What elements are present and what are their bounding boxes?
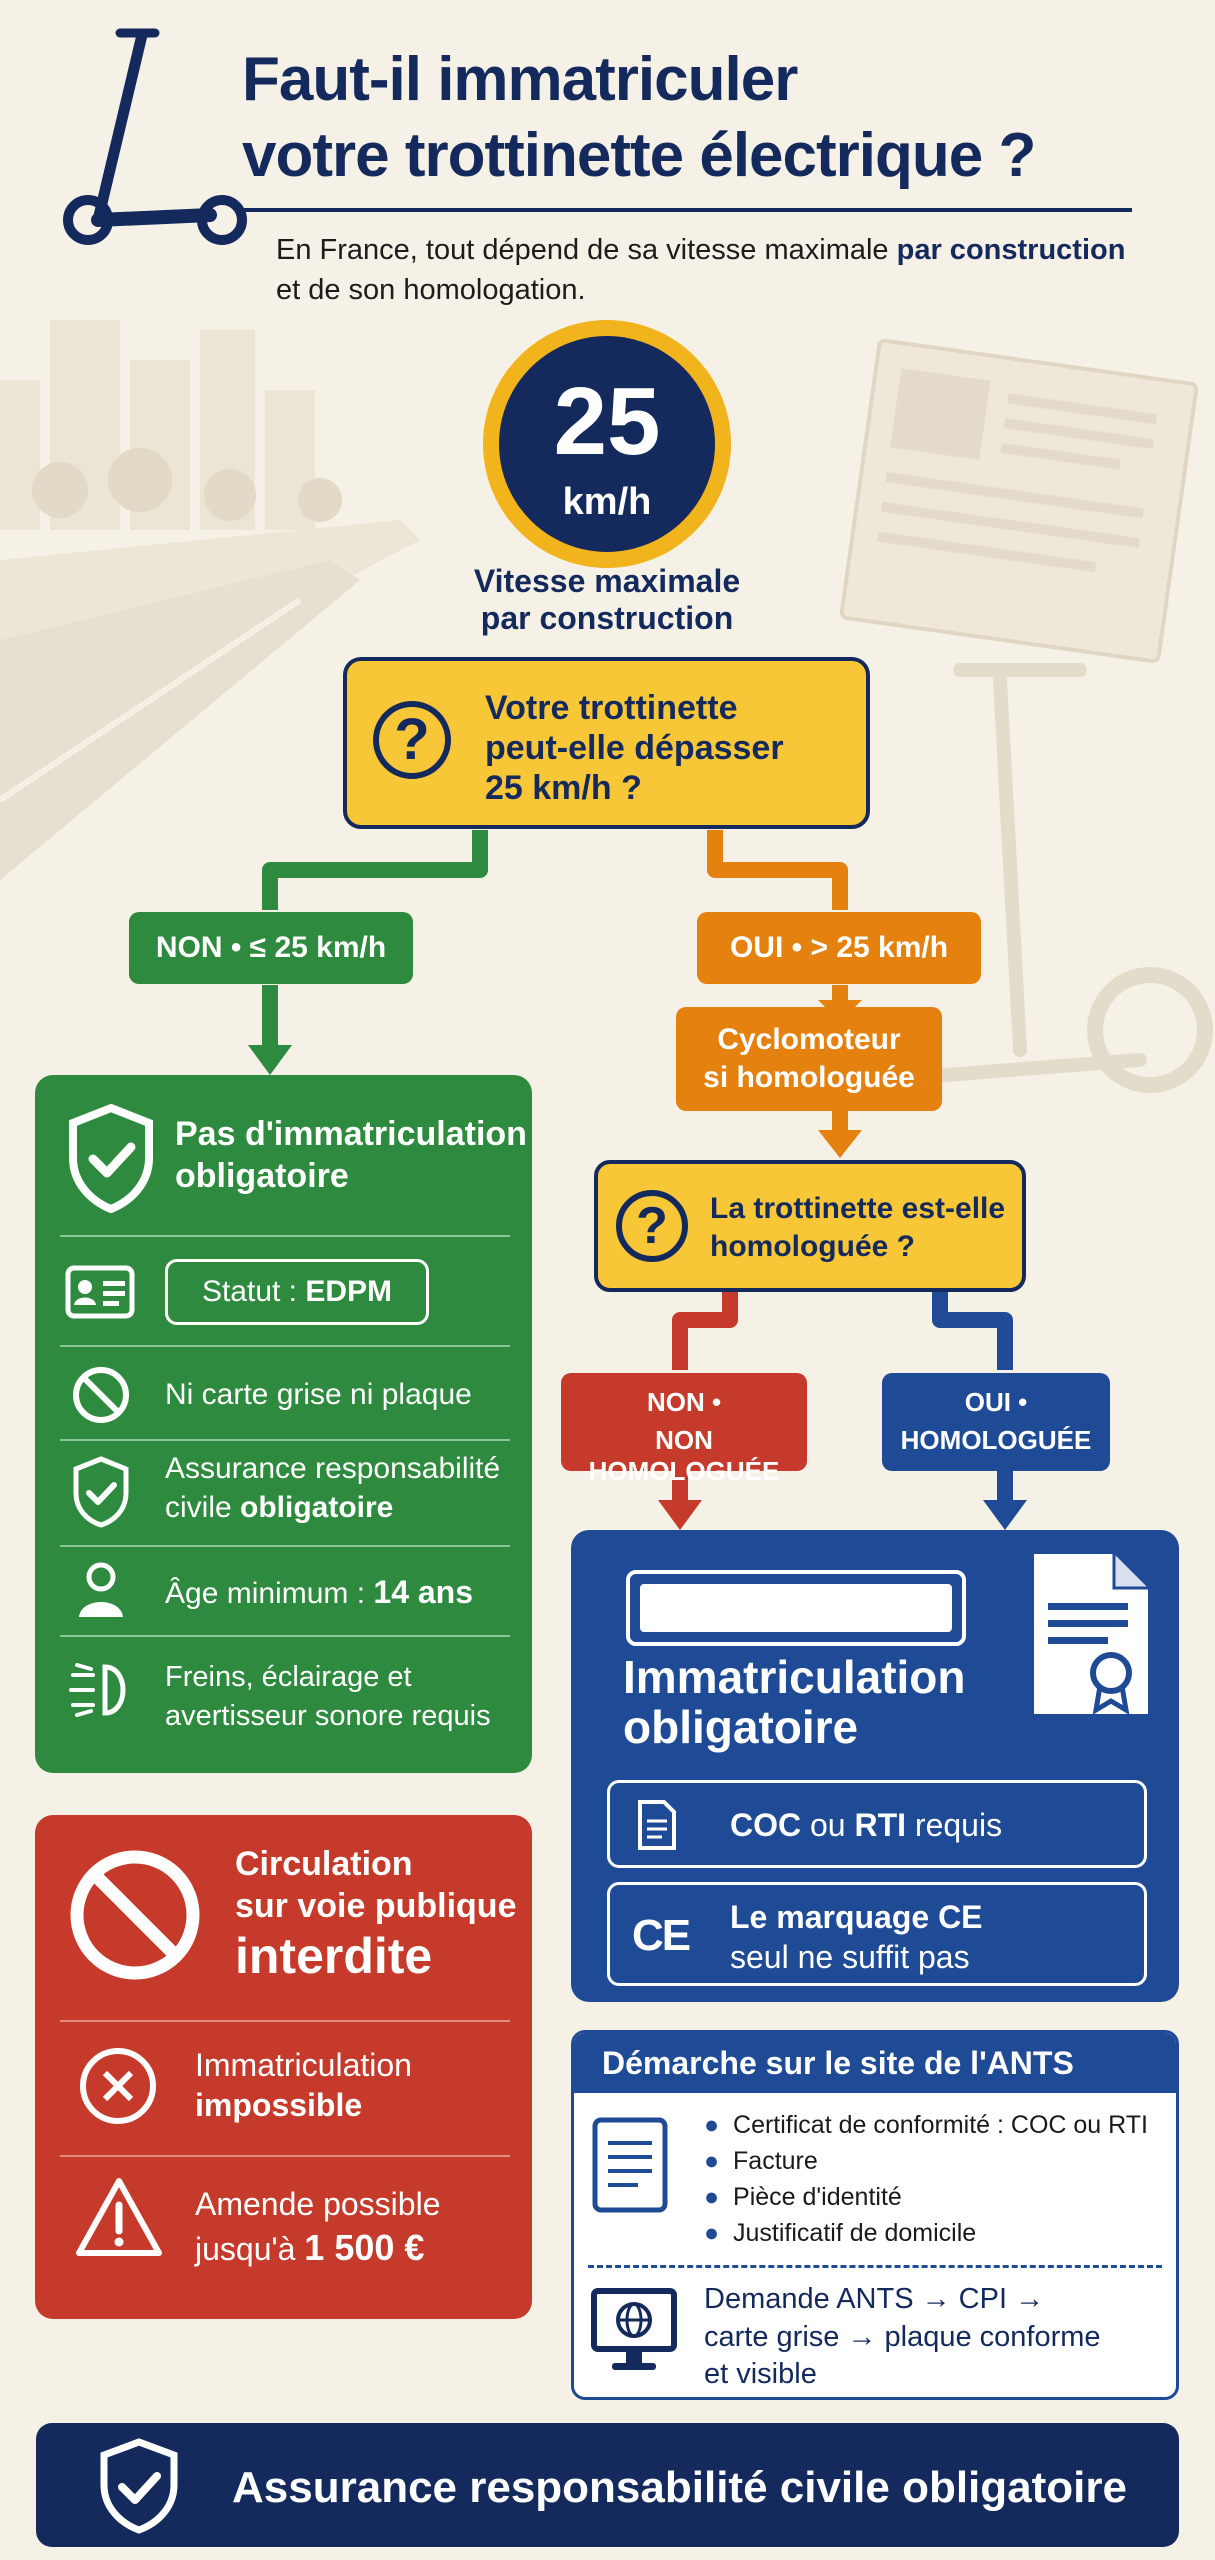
- form-document-icon: [590, 2115, 670, 2215]
- ce-icon: CE: [632, 1911, 690, 1960]
- blue-card-title-line2: obligatoire: [623, 1701, 859, 1753]
- non-homologuee-pill: [561, 1373, 807, 1486]
- page-title-line2: votre trottinette électrique ?: [242, 121, 1036, 190]
- branch-non-pill: NON • ≤ 25 km/h: [129, 912, 413, 984]
- x-circle-icon: [77, 2045, 159, 2127]
- question-icon: ?: [616, 1190, 688, 1262]
- prohibited-icon: [71, 1365, 131, 1425]
- warning-icon: [73, 2175, 165, 2259]
- license-plate-icon: [626, 1570, 966, 1646]
- row-amende-line1: Amende possible: [195, 2186, 441, 2222]
- row-freins-line2: avertisseur sonore requis: [165, 1700, 491, 1732]
- divider: [60, 1439, 510, 1441]
- shield-check-icon: [96, 2437, 182, 2535]
- row-freins-line1: Freins, éclairage et: [165, 1661, 412, 1693]
- speed-caption-line1: Vitesse maximale: [473, 563, 741, 599]
- row-amende-line2: jusqu'à 1 500 €: [195, 2227, 425, 2268]
- ants-title: Démarche sur le site de l'ANTS: [602, 2045, 1074, 2081]
- blue-card-title-line1: Immatriculation: [623, 1651, 966, 1703]
- red-card-forbidden: [35, 1815, 532, 2319]
- subtitle-line2: et de son homologation.: [276, 274, 586, 306]
- cyclomoteur-line2: si homologuée: [703, 1061, 915, 1094]
- document-icon: [636, 1799, 678, 1851]
- ants-procedure-card: [571, 2030, 1179, 2400]
- speed-unit: km/h: [562, 481, 652, 523]
- question-box-speed: [343, 657, 870, 829]
- question2-line1: La trottinette est-elle: [710, 1192, 1006, 1225]
- row-no-carte-grise: Ni carte grise ni plaque: [165, 1378, 472, 1411]
- row-immat-line2: impossible: [195, 2087, 363, 2123]
- ants-flow-line1: Demande ANTS → CPI →: [704, 2283, 1045, 2315]
- row-assurance-line1: Assurance responsabilité: [165, 1452, 501, 1485]
- row-age-minimum: Âge minimum : 14 ans: [165, 1574, 474, 1610]
- page-title-line1: Faut-il immatriculer: [242, 45, 798, 114]
- red-card-title-line3: interdite: [235, 1928, 433, 1984]
- id-card-icon: [65, 1265, 135, 1319]
- green-card-title-line2: obligatoire: [175, 1157, 349, 1195]
- row-immat-line1: Immatriculation: [195, 2047, 412, 2083]
- divider: [60, 1545, 510, 1547]
- dashed-divider: [588, 2265, 1162, 2268]
- divider: [60, 1235, 510, 1237]
- list-item: ● Pièce d'identité: [704, 2183, 902, 2211]
- question-icon: ?: [373, 701, 451, 779]
- list-item: ● Justificatif de domicile: [704, 2219, 977, 2247]
- coc-rti-label: COC ou RTI requis: [730, 1807, 1003, 1843]
- ants-header: [574, 2033, 1176, 2093]
- red-card-title-line2: sur voie publique: [235, 1887, 517, 1925]
- question2-line2: homologuée ?: [710, 1230, 915, 1263]
- shield-check-small-icon: [71, 1455, 131, 1529]
- cyclomoteur-box: [676, 1007, 942, 1111]
- shield-check-icon: [65, 1103, 157, 1213]
- divider: [60, 1345, 510, 1347]
- non-homologuee-line2: NON HOMOLOGUÉE: [588, 1425, 780, 1486]
- ants-flow-line2: carte grise → plaque conforme: [704, 2321, 1101, 2353]
- question-box-homologation: [594, 1160, 1026, 1292]
- cyclomoteur-line1: Cyclomoteur: [717, 1023, 901, 1056]
- branch-oui-pill: OUI • > 25 km/h: [697, 912, 981, 984]
- computer-globe-icon: [588, 2285, 680, 2377]
- ce-marking-box: [607, 1882, 1147, 1986]
- ants-flow-line3: et visible: [704, 2358, 817, 2390]
- speed-caption-line2: par construction: [480, 600, 734, 636]
- blue-card-registration-required: [571, 1530, 1179, 2002]
- statut-badge: Statut : EDPM: [165, 1259, 429, 1325]
- row-assurance-line2: civile obligatoire: [165, 1491, 394, 1524]
- red-card-title-line1: Circulation: [235, 1845, 413, 1883]
- ce-line1: Le marquage CE: [730, 1899, 983, 1935]
- list-item: ● Certificat de conformité : COC ou RTI: [704, 2111, 1148, 2139]
- headlight-icon: [67, 1655, 137, 1725]
- oui-homologuee-line2: HOMOLOGUÉE: [900, 1425, 1092, 1455]
- ce-line2: seul ne suffit pas: [730, 1939, 970, 1975]
- footer-text: Assurance responsabilité civile obligatoire: [232, 2463, 1127, 2512]
- divider: [60, 2155, 510, 2157]
- question1-line1: Votre trottinette: [485, 689, 738, 727]
- divider: [60, 2020, 510, 2022]
- certificate-document-icon: [1026, 1548, 1156, 1720]
- divider: [60, 1635, 510, 1637]
- green-card-no-registration: [35, 1075, 532, 1773]
- footer-banner: [36, 2423, 1179, 2547]
- subtitle-line1: En France, tout dépend de sa vitesse maximale par construction: [276, 234, 1126, 266]
- oui-homologuee-line1: OUI •: [964, 1387, 1028, 1417]
- person-icon: [73, 1561, 129, 1621]
- list-item: ● Facture: [704, 2147, 818, 2175]
- speed-value: 25: [553, 368, 661, 475]
- non-homologuee-line1: NON •: [646, 1387, 722, 1417]
- oui-homologuee-pill: [882, 1373, 1110, 1471]
- coc-rti-box: [607, 1780, 1147, 1868]
- green-card-title-line1: Pas d'immatriculation: [175, 1115, 527, 1153]
- question1-line3: 25 km/h ?: [485, 769, 642, 807]
- question1-line2: peut-elle dépasser: [485, 729, 784, 767]
- forbidden-icon: [65, 1845, 205, 1985]
